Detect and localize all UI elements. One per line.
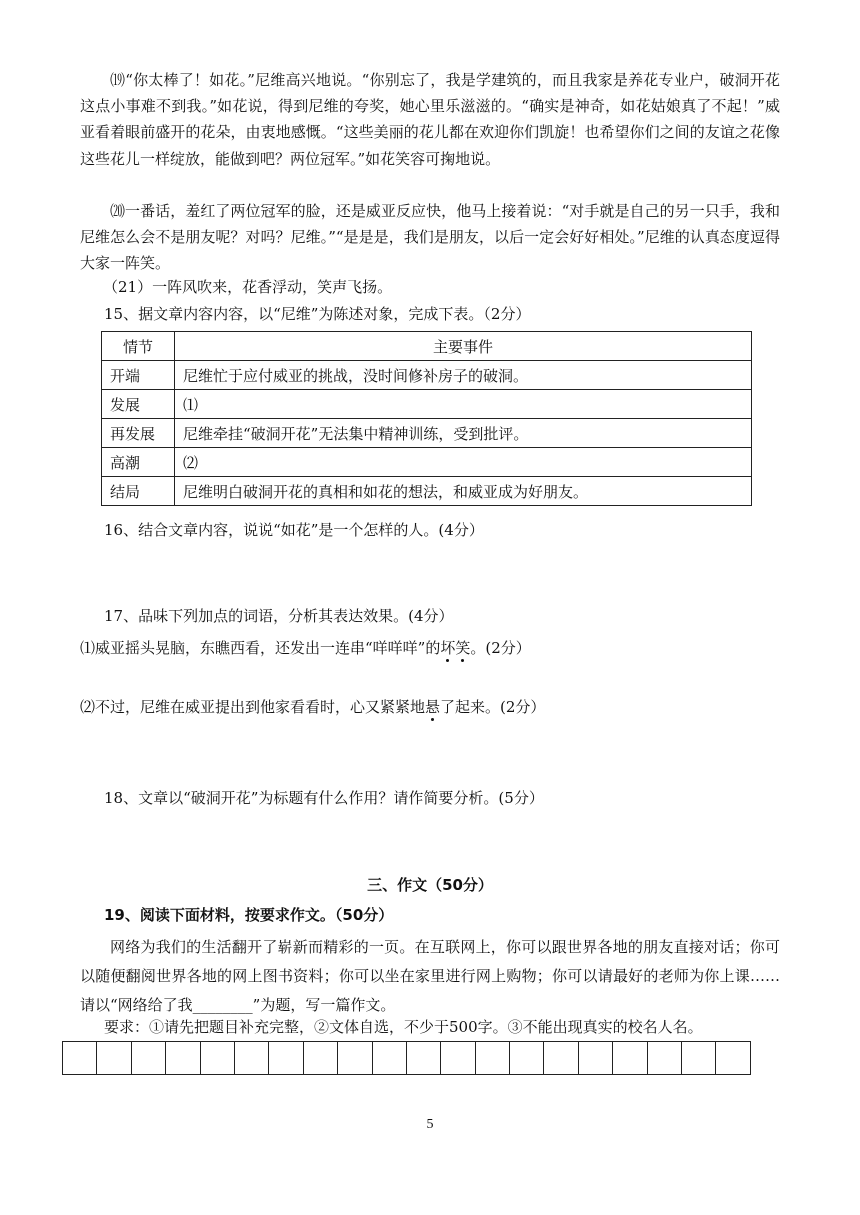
question-16: 16、结合文章内容，说说“如花”是一个怎样的人。(4分） [104, 521, 484, 539]
grid-cell [373, 1041, 407, 1075]
grid-cell [63, 1041, 97, 1075]
plot-event: 尼维明白破洞开花的真相和如花的想法，和威亚成为好朋友。 [175, 477, 752, 506]
question-18: 18、文章以“破洞开花”为标题有什么作用？请作简要分析。(5分） [104, 789, 544, 807]
plot-event: 尼维牵挂“破洞开花”无法集中精神训练，受到批评。 [175, 419, 752, 448]
plot-stage: 开端 [102, 361, 175, 390]
grid-cell [544, 1041, 578, 1075]
grid-cell [441, 1041, 475, 1075]
plot-stage: 结局 [102, 477, 175, 506]
grid-cell [510, 1041, 544, 1075]
grid-cell [235, 1041, 269, 1075]
grid-cell [579, 1041, 613, 1075]
plot-stage: 再发展 [102, 419, 175, 448]
grid-cell [269, 1041, 303, 1075]
question-15: 15、据文章内容内容，以“尼维”为陈述对象，完成下表。（2分） [104, 305, 531, 323]
grid-cell [407, 1041, 441, 1075]
table-header-event: 主要事件 [175, 332, 752, 361]
grid-cell [201, 1041, 235, 1075]
grid-cell [166, 1041, 200, 1075]
plot-event-blank-2: ⑵ [175, 448, 752, 477]
dotted-word-3: 悬 [425, 698, 441, 716]
question-19-requirements: 要求：①请先把题目补充完整，②文体自选，不少于500字。③不能出现真实的校名人名。 [104, 1018, 703, 1036]
table-row [102, 419, 752, 448]
question-17: 17、品味下列加点的词语，分析其表达效果。(4分） [104, 607, 454, 625]
dotted-word-1: 坏 [440, 639, 456, 657]
question-17-sub-2 [80, 696, 780, 718]
table-header-plot: 情节 [102, 332, 175, 361]
page-number: 5 [426, 1117, 434, 1132]
sub-1-text: ⑴威亚摇头晃脑，东瞧西看，还发出一连串“咩咩咩”的 [80, 639, 441, 657]
section-title: 三、作文（50分） [367, 876, 493, 894]
table-row [102, 477, 752, 506]
passage-paragraph-20: ⒇一番话，羞红了两位冠军的脸，还是威亚反应快，他马上接着说：“对手就是自己的另一只手，我和尼维怎么会不是朋友呢？对吗？尼维。”“是是是，我们是朋友，以后一定会好好相处。”尼维的认真态度逗得大家一阵笑。 [80, 202, 780, 273]
grid-cell [476, 1041, 510, 1075]
table-row [102, 448, 752, 477]
sub-1-score: 。(2分） [470, 639, 531, 657]
grid-cell [304, 1041, 338, 1075]
question-17-sub-1 [80, 637, 780, 659]
composition-grid [62, 1041, 751, 1075]
grid-cell [132, 1041, 166, 1075]
grid-cell [648, 1041, 682, 1075]
plot-event-blank-1: ⑴ [175, 390, 752, 419]
sub-2-score: 了起来。(2分） [440, 698, 546, 716]
passage-paragraph-21: （21）一阵风吹来，花香浮动，笑声飞扬。 [103, 278, 393, 296]
plot-events-table [101, 331, 752, 506]
question-19-material: 网络为我们的生活翻开了崭新而精彩的一页。在互联网上，你可以跟世界各地的朋友直接对话；你可以随便翻阅世界各地的网上图书资料；你可以坐在家里进行网上购物；你可以请最好的老师为你上课……请以“网络给了我________”为题，写一篇作文。 [80, 938, 780, 1014]
question-19-heading: 19、阅读下面材料，按要求作文。（50分） [104, 906, 394, 924]
grid-cell [682, 1041, 716, 1075]
grid-cell [338, 1041, 372, 1075]
dotted-word-2: 笑 [455, 639, 471, 657]
plot-stage: 发展 [102, 390, 175, 419]
grid-cell [716, 1041, 750, 1075]
plot-event: 尼维忙于应付威亚的挑战，没时间修补房子的破洞。 [175, 361, 752, 390]
passage-paragraph-19: ⒆“你太棒了！如花。”尼维高兴地说。“你别忘了，我是学建筑的，而且我家是养花专业户，破洞开花这点小事难不到我。”如花说，得到尼维的夸奖，她心里乐滋滋的。“确实是神奇，如花姑娘真了不起！”威亚看着眼前盛开的花朵，由衷地感慨。“这些美丽的花儿都在欢迎你们凯旋！也希望你们之间的友谊之花像这些花儿一样绽放，能做到吧？两位冠军。”如花笑容可掬地说。 [80, 71, 780, 168]
grid-cell [97, 1041, 131, 1075]
plot-stage: 高潮 [102, 448, 175, 477]
sub-2-text: ⑵不过，尼维在威亚提出到他家看看时，心又紧紧地 [80, 698, 426, 716]
table-row [102, 390, 752, 419]
table-row [102, 361, 752, 390]
table-header-row [102, 332, 752, 361]
grid-cell [613, 1041, 647, 1075]
